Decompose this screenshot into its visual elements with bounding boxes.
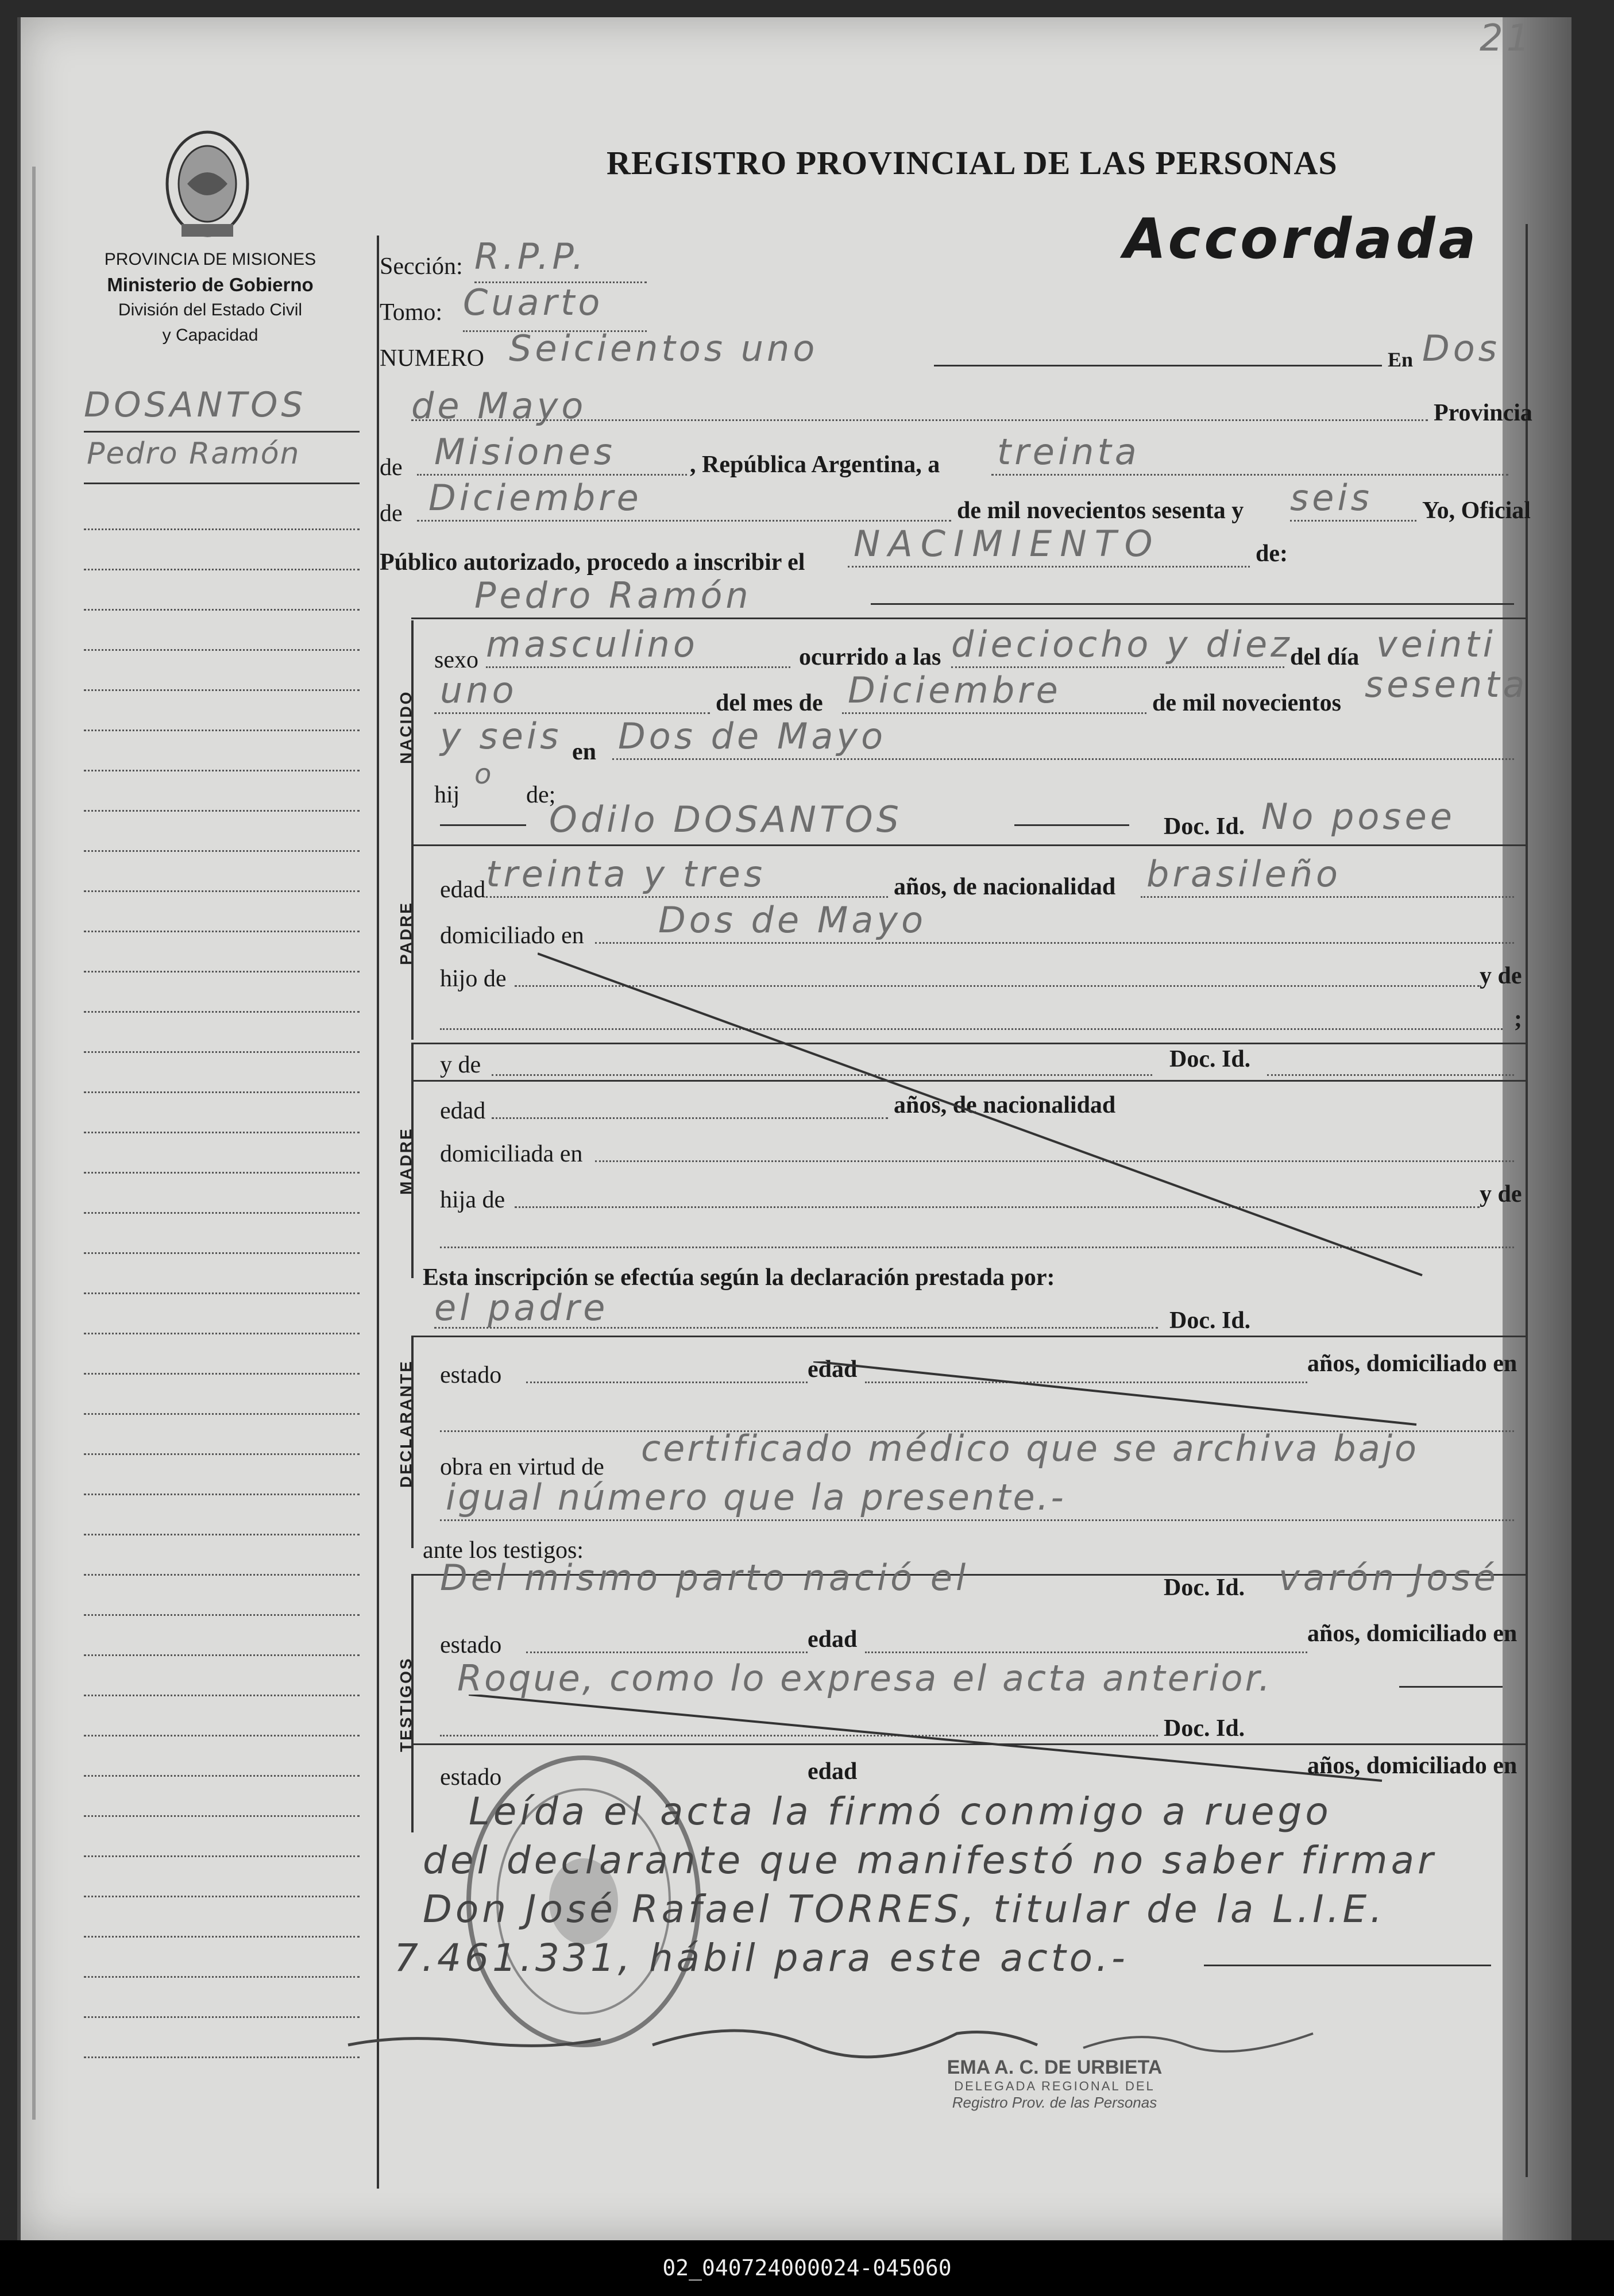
- margin-line: [84, 1534, 360, 1535]
- section-rule: [411, 620, 414, 1040]
- edad-label: edad: [440, 877, 486, 903]
- de-mil2-label: de mil novecientos: [1152, 690, 1341, 716]
- coat-of-arms-icon: [159, 126, 256, 241]
- semicolon-label: ;: [1514, 1006, 1522, 1032]
- margin-line: [84, 1373, 360, 1375]
- declarante-value: el padre: [434, 1287, 609, 1329]
- seccion-value: R.P.P.: [474, 236, 587, 277]
- left-margin-rule: [32, 167, 36, 2120]
- hija-de-label: hija de: [440, 1187, 505, 1213]
- top-signature: Accordada: [1123, 207, 1480, 271]
- anio-nac-value: sesenta: [1365, 663, 1528, 705]
- image-id-footer: 02_040724000024-045060: [0, 2240, 1614, 2296]
- anos-dom-label: años, domiciliado en: [1307, 1350, 1518, 1377]
- de-label: de: [380, 454, 403, 481]
- field-line: [1014, 824, 1129, 826]
- provincia-label: Provincia: [1434, 400, 1532, 426]
- yo-oficial-label: Yo, Oficial: [1422, 497, 1531, 524]
- nacido-label: NACIDO: [397, 690, 415, 764]
- margin-line: [84, 770, 360, 771]
- margin-line: [84, 431, 360, 433]
- margin-line: [84, 931, 360, 932]
- field-line: [1204, 1965, 1491, 1966]
- padre-dom-value: Dos de Mayo: [658, 899, 927, 941]
- margin-line: [84, 1896, 360, 1897]
- doc-id-label: Doc. Id.: [1169, 1307, 1251, 1334]
- publico-label: Público autorizado, procedo a inscribir el: [380, 549, 805, 576]
- field-line: [848, 566, 1250, 568]
- margin-line: [84, 609, 360, 611]
- margin-line: [84, 1252, 360, 1254]
- doc-id-label: Doc. Id.: [1164, 1715, 1245, 1742]
- section-line: [411, 844, 1526, 846]
- margin-line: [84, 1011, 360, 1013]
- dia-nac-value: veinti: [1376, 623, 1496, 665]
- field-line: [417, 520, 951, 522]
- page-number: 21: [1480, 17, 1534, 60]
- cancel-strike-line: [813, 1361, 1422, 1430]
- hijo-de-label: hijo de: [440, 966, 507, 992]
- section-line: [411, 1336, 1526, 1337]
- margin-line: [84, 1936, 360, 1938]
- margin-line: [84, 1413, 360, 1415]
- field-line: [951, 666, 1284, 668]
- acto-value: NACIMIENTO: [854, 523, 1161, 565]
- section-line: [411, 618, 1526, 619]
- padre-nac-value: brasileño: [1146, 853, 1341, 895]
- book-binding: [1503, 17, 1571, 2240]
- ministry-label: Ministerio de Gobierno: [107, 274, 314, 295]
- doc-id-label: Doc. Id.: [1164, 1575, 1245, 1601]
- domiciliada-label: domiciliada en: [440, 1141, 583, 1167]
- sexo-value: masculino: [486, 623, 698, 665]
- padre-label: PADRE: [397, 901, 415, 965]
- margin-line: [84, 1654, 360, 1656]
- obra-value-2: igual número que la presente.-: [446, 1476, 1066, 1518]
- doc-id-label: Doc. Id.: [1169, 1046, 1251, 1072]
- margin-given-names: Pedro Ramón: [87, 437, 300, 471]
- numero-value: Seicientos uno: [509, 327, 818, 369]
- margin-line: [84, 1815, 360, 1817]
- nota-line-2: del declarante que manifestó no saber firmar: [423, 1838, 1437, 1882]
- margin-line: [84, 483, 360, 484]
- y-de-label: y de: [1480, 1181, 1522, 1207]
- margin-line: [84, 1333, 360, 1334]
- nota-line-1: Leída el acta la firmó conmigo a ruego: [469, 1789, 1332, 1834]
- lugar-nac-value: Dos de Mayo: [618, 715, 887, 757]
- field-line: [526, 1382, 808, 1383]
- margin-line: [84, 1292, 360, 1294]
- anos-nac-label: años, de nacionalidad: [894, 874, 1116, 900]
- margin-line: [84, 1212, 360, 1214]
- edad-label: edad: [440, 1098, 486, 1124]
- margin-line: [84, 1735, 360, 1737]
- ante-label: ante los testigos:: [423, 1537, 584, 1564]
- obra-value-1: certificado médico que se archiva bajo: [641, 1427, 1419, 1469]
- margin-line: [84, 1494, 360, 1495]
- margin-line: [84, 1574, 360, 1576]
- margin-line: [84, 890, 360, 892]
- del-mes-label: del mes de: [716, 690, 823, 716]
- y-de2-label: y de: [440, 1052, 481, 1078]
- de-mil-label: de mil novecientos sesenta y: [957, 497, 1244, 524]
- tomo-label: Tomo:: [380, 299, 443, 326]
- dia-value: treinta: [997, 431, 1140, 473]
- margin-line: [84, 1132, 360, 1133]
- margin-line: [84, 730, 360, 731]
- dia-nac-cont-value: uno: [440, 669, 518, 711]
- field-line: [934, 365, 1382, 366]
- edad-label: edad: [808, 1356, 858, 1383]
- margin-line: [84, 689, 360, 691]
- margin-line: [84, 971, 360, 973]
- edad-label: edad: [808, 1758, 858, 1785]
- registrar-stamp: [882, 2056, 1227, 2112]
- province-label: PROVINCIA DE MISIONES: [104, 250, 316, 269]
- de-semi-label: de;: [526, 782, 556, 808]
- stamp-office: Registro Prov. de las Personas: [952, 2094, 1157, 2111]
- form-left-rule: [377, 236, 379, 2189]
- field-line: [440, 1519, 1514, 1521]
- margin-line: [84, 2016, 360, 2018]
- seccion-label: Sección:: [380, 253, 463, 280]
- margin-line: [84, 1453, 360, 1455]
- domiciliado-label: domiciliado en: [440, 923, 584, 949]
- hijo-label: hij: [434, 782, 460, 808]
- margin-line: [84, 1855, 360, 1857]
- en-label: En: [1388, 348, 1414, 371]
- anos-dom-label: años, domiciliado en: [1307, 1620, 1518, 1647]
- testigo-1-value: Del mismo parto nació el: [440, 1557, 970, 1599]
- field-line: [486, 896, 888, 898]
- field-line: [1399, 1686, 1503, 1688]
- field-line: [595, 942, 1514, 944]
- de-colon-label: de:: [1256, 541, 1288, 567]
- capacity-label: y Capacidad: [162, 326, 258, 345]
- margin-line: [84, 810, 360, 812]
- padre-doc-value: No posee: [1261, 796, 1455, 838]
- margin-line: [84, 528, 360, 530]
- field-line: [1141, 896, 1514, 898]
- margin-line: [84, 1775, 360, 1777]
- margin-line: [84, 1091, 360, 1093]
- field-line: [865, 1651, 1307, 1653]
- estado-label: estado: [440, 1764, 502, 1791]
- field-line: [991, 474, 1508, 476]
- field-line: [417, 474, 687, 476]
- issuer-block: [21, 247, 400, 348]
- sexo-label: sexo: [434, 647, 478, 673]
- doc-id-label: Doc. Id.: [1164, 813, 1245, 840]
- margin-line: [84, 1172, 360, 1174]
- anos-nac-label: años, de nacionalidad: [894, 1092, 1116, 1118]
- field-line: [1290, 520, 1416, 522]
- padre-nombre-value: Odilo DOSANTOS: [549, 798, 902, 840]
- field-line: [842, 712, 1146, 714]
- tomo-value: Cuarto: [463, 281, 604, 323]
- margin-surname: DOSANTOS: [84, 385, 307, 425]
- margin-line: [84, 850, 360, 852]
- de-label: de: [380, 500, 403, 527]
- en-lower-label: en: [572, 739, 596, 765]
- declarante-label: DECLARANTE: [397, 1360, 415, 1488]
- numero-label: NUMERO: [380, 345, 485, 372]
- y-de-label: y de: [1480, 963, 1522, 989]
- hora-value: dieciocho y diez: [951, 623, 1293, 665]
- estado-label: estado: [440, 1362, 502, 1388]
- anos-dom-label: años, domiciliado en: [1307, 1753, 1518, 1779]
- esta-inscripcion-label: Esta inscripción se efectúa según la declaración prestada por:: [423, 1264, 1055, 1291]
- nota-line-4: 7.461.331, hábil para este acto.-: [394, 1936, 1129, 1980]
- obra-label: obra en virtud de: [440, 1454, 604, 1480]
- margin-line: [84, 649, 360, 651]
- margin-line: [84, 2056, 360, 2058]
- margin-line: [84, 1051, 360, 1053]
- hijo-suffix-value: o: [474, 758, 495, 790]
- mes-nac-value: Diciembre: [848, 669, 1061, 711]
- field-line: [440, 824, 526, 826]
- edad-label: edad: [808, 1626, 858, 1653]
- mes-value: Diciembre: [428, 477, 642, 519]
- lugar-value: de Mayo: [411, 385, 587, 427]
- field-line: [411, 419, 1428, 421]
- field-line: [871, 603, 1514, 605]
- ocurrido-label: ocurrido a las: [799, 644, 941, 670]
- field-line: [434, 712, 710, 714]
- margin-line: [84, 1976, 360, 1978]
- field-line: [612, 758, 1514, 760]
- anio-nac-cont-value: y seis: [440, 715, 562, 757]
- page-title: REGISTRO PROVINCIAL DE LAS PERSONAS: [607, 144, 1338, 182]
- margin-line: [84, 1614, 360, 1616]
- field-line: [526, 1651, 808, 1653]
- stamp-name: EMA A. C. DE URBIETA: [947, 2056, 1163, 2078]
- cancel-strike-line: [538, 948, 1434, 1281]
- anio-value: seis: [1290, 477, 1373, 519]
- madre-label: MADRE: [397, 1127, 415, 1195]
- margin-line: [84, 1695, 360, 1696]
- del-dia-label: del día: [1290, 644, 1360, 670]
- nota-line-3: Don José Rafael TORRES, titular de la L.I.E.: [423, 1887, 1386, 1931]
- document-page: [17, 17, 1571, 2240]
- division-label: División del Estado Civil: [118, 300, 303, 319]
- en-value: Dos: [1422, 327, 1500, 369]
- margin-line: [84, 569, 360, 570]
- republica-label: , República Argentina, a: [690, 452, 940, 478]
- estado-label: estado: [440, 1632, 502, 1658]
- testigo-1-cont-value: Roque, como lo expresa el acta anterior.: [457, 1657, 1273, 1699]
- padre-edad-value: treinta y tres: [486, 853, 766, 895]
- nombre-value: Pedro Ramón: [474, 574, 752, 616]
- field-line: [486, 666, 790, 668]
- field-line: [434, 1327, 1158, 1329]
- provincia-value: Misiones: [434, 431, 616, 473]
- stamp-role: DELEGADA REGIONAL DEL: [954, 2079, 1155, 2093]
- testigos-label: TESTIGOS: [397, 1657, 415, 1752]
- testigo-1-doc-value: varón José: [1279, 1557, 1499, 1599]
